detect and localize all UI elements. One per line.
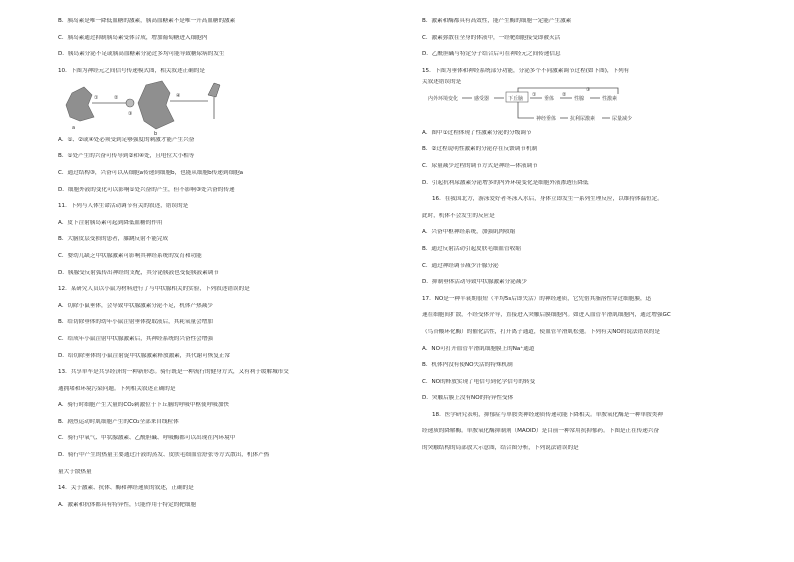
question-11: 11．下列与人体生命活动调节有关的叙述，错误的是 <box>58 203 189 210</box>
flow-step: ③ <box>586 86 591 93</box>
fig-label: ① <box>94 94 99 101</box>
option: B．大脑皮层受损的患者，膝跳反射不能完成 <box>58 236 169 243</box>
option: A．兴奋中枢神经系统，加强肌肉收缩 <box>422 229 516 236</box>
flow-node: 抗利尿激素 <box>570 115 596 122</box>
option: D．骑行中产生的热量主要通过汗液的蒸发、皮肤毛细血管舒张等方式散出，机体产热 <box>58 452 270 459</box>
question-17-cont: （鸟苷酸环化酶）的催化活性，打开离子通道，使血管平滑肌松弛。下列有关NO的说法错误的是 <box>422 328 660 335</box>
flow-node: 内外环境变化 <box>428 95 459 102</box>
neuron-diagram <box>58 75 238 137</box>
option: A．骑行时细胞产生大量的CO₂刺激位于下丘脑的呼吸中枢使呼吸加快 <box>58 402 230 409</box>
question-17: 17．NO是一种半衰期很短（平均5s后即失活）的神经递质，它凭借其脂溶性穿过细胞膜，迅 <box>422 295 652 302</box>
fig-label: b <box>154 130 158 137</box>
option: A．图中①过程体现了性激素分泌的分级调节 <box>422 129 532 136</box>
neuron-figure <box>58 75 410 137</box>
option: C．激素弥散在全身的体液中，一经靶细胞接受即被灭活 <box>422 34 561 41</box>
option: D．引起抗利尿激素分泌增多的内外环境变化是细胞外液渗透压降低 <box>422 179 589 186</box>
fig-label: ④ <box>176 92 181 99</box>
question-15-cont: 关叙述错误的是 <box>422 78 462 85</box>
electrode <box>208 83 220 97</box>
option: A．激素和抗体都具有特异性，只能作用于特定的靶细胞 <box>58 501 197 508</box>
option: A．皮下注射胰岛素可起到降低血糖的作用 <box>58 219 163 226</box>
option: C．尿量减少过程的调节方式是神经—体液调节 <box>422 162 538 169</box>
flow-step: ② <box>562 91 567 98</box>
flow-node: 感受器 <box>474 95 490 102</box>
question-18-cont: 经递质的降解酶。单胺氧化酶抑制剂（MAOID）是目前一种常用抗抑郁药。下图是正在传递兴奋 <box>422 428 660 435</box>
option: C．NO的释放实现了电信号到化学信号的转变 <box>422 378 536 385</box>
synapse-knob <box>126 99 134 107</box>
flow-node: 垂体 <box>544 95 555 102</box>
question-18-cont: 的突触结构的局部放大示意图，结合图分析，下列说法错误的是 <box>422 445 579 452</box>
question-16: 16．在我国北方，游泳爱好者冬泳入水后，身体立即发生一系列生理反应，以维持体温恒定。 <box>432 196 663 203</box>
neuron-a-body <box>66 87 94 121</box>
flow-node: 神经垂体 <box>536 115 557 122</box>
right-column <box>422 18 774 452</box>
branch-line <box>518 102 534 118</box>
left-column <box>58 18 410 509</box>
option: B．给切除垂体的幼年小鼠注射垂体提取液后，其耗氧量会增加 <box>58 319 213 326</box>
hormone-flow-diagram <box>422 86 682 130</box>
option: C．给成年小鼠注射甲状腺激素后，其神经系统的兴奋性会增强 <box>58 335 213 342</box>
fig-label: ② <box>114 94 119 101</box>
question-14: 14．关于激素、抗体、酶和神经递质的叙述，正确的是 <box>58 485 194 492</box>
flow-node: 性激素 <box>602 95 618 102</box>
option: D．乙酰胆碱与特定分子结合后可在神经元之间传递信息 <box>422 51 561 58</box>
option: A．NO可打开血管平滑肌细胞膜上的Na⁺通道 <box>422 345 535 352</box>
option: D．突触后膜上没有NO的特异性受体 <box>422 395 514 402</box>
question-15: 15．下图为垂体和神经系统部分功能，分泌多个不同激素调节过程(如下图)，下列有 <box>422 67 630 74</box>
option: D．细胞外液的变化可以影响①处兴奋的产生，但不影响③处兴奋的传递 <box>58 186 235 193</box>
flow-step: ① <box>532 91 537 98</box>
option: A．切除小鼠垂体，会导致甲状腺激素分泌不足，机体产热减少 <box>58 302 213 309</box>
question-13-cont: 通拥堵和环境污染问题。下列相关叙述正确的是 <box>58 385 176 392</box>
option: B．通过反射活动引起皮肤毛细血管收缩 <box>422 245 521 252</box>
neuron-b-body <box>138 81 174 129</box>
question-16-cont: 此时，机体不会发生的反应是 <box>422 212 495 219</box>
question-18: 18．医学研究表明，抑郁症与单胺类神经递质传递功能下降相关。单胺氧化酶是一种单胺类神 <box>432 411 663 418</box>
question-13: 13．共享单车是共享经济的一种新形态。骑行既是一种流行的健身方式，又有利于缓解城市交 <box>58 369 289 376</box>
option: B．剧烈运动时肌细胞产生的CO₂全部来自线粒体 <box>58 418 179 425</box>
option: A．①、②或④处必须受到足够强度的刺激才能产生兴奋 <box>58 136 195 143</box>
option: B．①处产生的兴奋可传导到②和④处，且电位大小相等 <box>58 153 195 160</box>
option: D．给切除垂体的小鼠注射促甲状腺激素释放激素，其代谢可恢复正常 <box>58 352 231 359</box>
option: C．通过神经调节减少汗腺分泌 <box>422 262 499 269</box>
option: B．②过程说明性激素的分泌存在反馈调节机制 <box>422 146 538 153</box>
question-12: 12．某研究人员以小鼠为材料进行了与甲状腺相关的实验，下列叙述错误的是 <box>58 286 250 293</box>
option: B．机体内没有使NO失活的特殊机制 <box>422 362 513 369</box>
option: D．抑制垂体活动导致甲状腺激素分泌减少 <box>422 279 527 286</box>
option-cont: 量大于散热量 <box>58 468 92 475</box>
question-17-cont: 速在细胞间扩散，不经受体介导，直接进入突触后膜细胞内。如进入血管平滑肌细胞内，通过增强GC <box>422 312 671 319</box>
option: C．骑行中氧气、甲状腺激素、乙酰胆碱、呼吸酶都可以出现在内环境中 <box>58 435 236 442</box>
flow-node: 尿量减少 <box>612 115 633 122</box>
fig-label: a <box>72 124 76 131</box>
question-10: 10．下图为神经元之间信号传递模式图，相关叙述正确的是 <box>58 67 205 74</box>
left-line: C．胰岛素通过抑制胰岛素受体合成，增加葡萄糖进入细胞内 <box>58 34 208 41</box>
option: B．激素和酶都具有高效性，能产生酶的细胞一定能产生激素 <box>422 18 572 24</box>
flow-node: 下丘脑 <box>508 95 524 102</box>
left-line: B．胰岛素是唯一降低血糖的激素，胰高血糖素不是唯一升高血糖的激素 <box>58 18 236 24</box>
hormone-flow-figure <box>422 86 774 130</box>
left-line: D．胰岛素分泌不足或胰高血糖素分泌过多均可能导致糖尿病的发生 <box>58 51 225 58</box>
option: C．婴幼儿缺乏甲状腺激素可影响其神经系统的发育和功能 <box>58 252 202 259</box>
option: C．通过结构③，兴奋可以从细胞a传递到细胞b，也能从细胞b传递到细胞a <box>58 169 244 176</box>
fig-label: ③ <box>128 110 133 117</box>
flow-node: 性腺 <box>574 95 585 102</box>
option: D．胰腺受反射弧传出神经的支配，其分泌胰液也受促胰液素调节 <box>58 269 219 276</box>
